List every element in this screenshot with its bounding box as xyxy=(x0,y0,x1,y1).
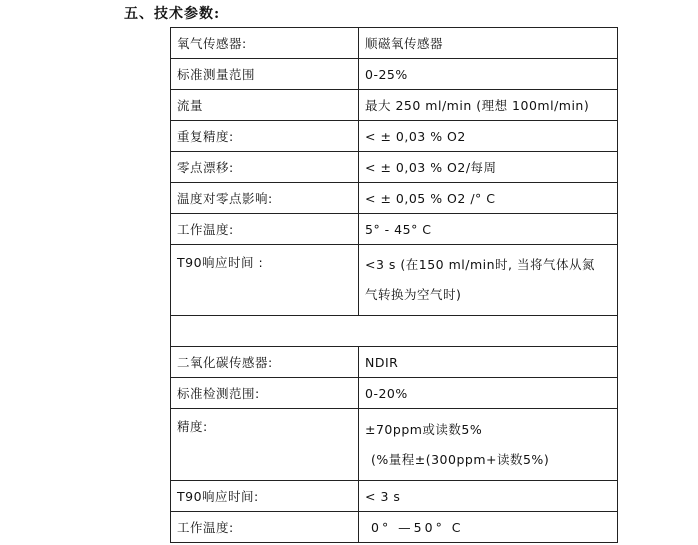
param-name: 工作温度: xyxy=(171,512,359,543)
table-row xyxy=(171,214,618,245)
param-name: 二氧化碳传感器: xyxy=(171,347,359,378)
param-value: 5° - 45° C xyxy=(359,214,618,245)
param-name: T90响应时间: xyxy=(171,481,359,512)
param-name: 工作温度: xyxy=(171,214,359,245)
param-value-line: <3 s (在150 ml/min时, 当将气体从氮 xyxy=(365,257,595,272)
table-row xyxy=(171,183,618,214)
param-value: 0-20% xyxy=(359,378,618,409)
table-row xyxy=(171,121,618,152)
param-value: NDIR xyxy=(359,347,618,378)
table-row-blank xyxy=(171,316,618,347)
param-name: 重复精度: xyxy=(171,121,359,152)
param-value xyxy=(359,245,618,316)
param-value: < 3 s xyxy=(359,481,618,512)
param-value xyxy=(359,409,618,481)
param-value: 顺磁氧传感器 xyxy=(359,28,618,59)
technical-parameters-table xyxy=(170,27,618,543)
param-value xyxy=(359,512,618,543)
table-row xyxy=(171,152,618,183)
table-row xyxy=(171,347,618,378)
param-value-line: (%量程±(300ppm+读数5%) xyxy=(371,451,550,467)
param-name: 标准检测范围: xyxy=(171,378,359,409)
table-row xyxy=(171,512,618,543)
param-name: 精度: xyxy=(171,409,359,481)
table-row xyxy=(171,28,618,59)
table-row xyxy=(171,409,618,481)
param-value: 最大 250 ml/min (理想 100ml/min) xyxy=(359,90,618,121)
param-name: T90响应时间 : xyxy=(171,245,359,316)
param-value: 0-25% xyxy=(359,59,618,90)
param-name: 零点漂移: xyxy=(171,152,359,183)
table-row xyxy=(171,245,618,316)
param-name: 标准测量范围 xyxy=(171,59,359,90)
param-name: 流量 xyxy=(171,90,359,121)
param-value: < ± 0,05 % O2 /° C xyxy=(359,183,618,214)
table-row xyxy=(171,90,618,121)
table-row xyxy=(171,481,618,512)
param-value: < ± 0,03 % O2 xyxy=(359,121,618,152)
blank-cell xyxy=(171,316,618,347)
param-value-text: 0° —50° C xyxy=(371,519,464,535)
param-name: 温度对零点影响: xyxy=(171,183,359,214)
param-value: < ± 0,03 % O2/每周 xyxy=(359,152,618,183)
param-value-line: 气转换为空气时) xyxy=(365,287,462,302)
table-row xyxy=(171,59,618,90)
param-name: 氧气传感器: xyxy=(171,28,359,59)
param-value-line: ±70ppm或读数5% xyxy=(365,421,483,437)
table-row xyxy=(171,378,618,409)
section-heading: 五、技术参数: xyxy=(124,6,221,22)
